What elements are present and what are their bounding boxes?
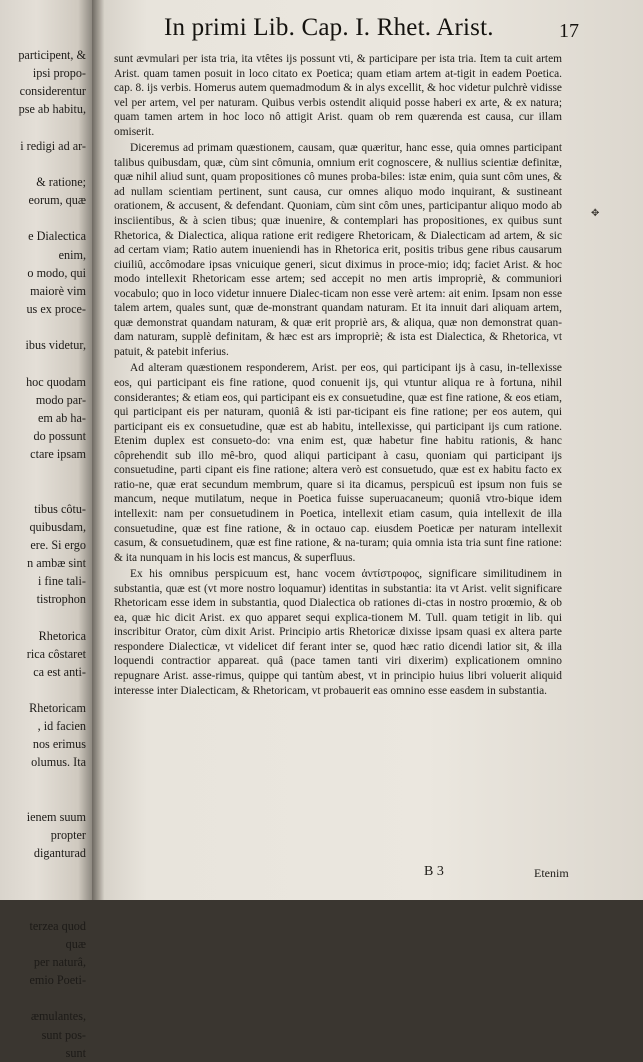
left-page-line: nos erimus <box>32 737 86 752</box>
left-page-line: pse ab habitu, <box>18 102 86 117</box>
left-page-line: enim, <box>58 247 86 262</box>
left-page-line: e Dialectica <box>28 229 86 244</box>
paragraph-3: Ad alteram quæstionem responderem, Arist. per eos, qui participant ijs à casu, in-tellexisse eos, qui participant eis fine ratione, quod conuenit ijs, qui vtuntur aliqua re à fortuna, nihil considerantes; & etiam eos, qui participant eis ex consuetudine, quæ est fine ratione, & eos etiam, qui participant eis per naturam, quoniâ & isti par-ticipant eis fine ratione; per eos autem, qui participant eis ex consuetudine, quæ est ab habitu, intellexisse, qui participant ijs cum ratione. Etenim duplex est consueto-do: vna enim est, quæ habetur fine habitu rationis, & hanc côprehendit sub illo mê-bro, quod aliqui participant à casu, quoniam qui participant ijs consuetudine, parti cipant eis fine ratione; altera verò est consuetudo, quæ est ex habitu facto ex ratio-ne, quæ erat secundum membrum, quare si ita dicamus, perspicuû est ipsum non fuis se mancum, neque mutilatum, neque in Poetica fuisse superuacaneum; quoniâ vtro-bique idem intellexit: nam per consuetudinem in Poetica, intellexit etiam casum, quia intellexit de illa consuetudine, quæ est fine ratione, & in octauo cap. eiusdem Poeticæ per naturam intellexit casum, & consuetudinem, quæ est fine ratione, & na-turam; quia omnia ista tria sunt fine ratione: & ita nunquam in his locis est mancus, & superfluus. <box>114 362 562 564</box>
left-page-line: emio Poeti- <box>29 973 86 988</box>
left-page-line: rica côstaret <box>26 646 86 661</box>
left-page-line: ctare ipsam <box>30 447 86 462</box>
left-page-line <box>0 862 86 880</box>
left-page-line: propter <box>50 828 86 843</box>
left-page <box>0 0 92 1060</box>
left-page-line: considerentur <box>19 84 86 99</box>
left-page-line: diganturad <box>33 846 86 861</box>
left-page-line: n ambæ sint <box>27 555 86 570</box>
catchword: Etenim <box>534 866 569 880</box>
signature-mark: B 3 <box>424 864 444 879</box>
left-page-line: maiorè vim <box>30 283 86 298</box>
left-page-line <box>0 899 86 917</box>
left-page-line: quibusdam, <box>29 519 86 534</box>
left-page-line: participent, & <box>18 48 86 62</box>
left-page-line <box>0 463 86 481</box>
left-page-line <box>0 790 86 808</box>
running-head: In primi Lib. Cap. I. Rhet. Arist. <box>164 14 494 41</box>
left-page-line: quæ <box>65 936 86 951</box>
left-page-line: ere. Si ergo <box>30 537 86 552</box>
left-page-line: sunt pos- <box>41 1027 86 1042</box>
book-gutter <box>92 0 104 900</box>
left-page-line: ibus videtur, <box>25 338 86 353</box>
left-page-line: us ex proce- <box>26 301 86 316</box>
left-page-line <box>0 608 86 626</box>
left-page-line: æmulantes, <box>30 1009 86 1024</box>
left-page-line: Rhetoricam <box>29 701 86 716</box>
left-page-line: sunt <box>65 1045 86 1060</box>
left-page-line <box>0 481 86 499</box>
margin-ornament: ✥ <box>591 208 600 219</box>
paragraph-4: Ex his omnibus perspicuum est, hanc vocem ἀντίστροφος, significare similitudinem in substantia, quæ est (vt more nostro loquamur) identitas in substantia: ita vt Arist. velit significare Rhetoricam esse idem in substantia, quod Dialectica ob rationes di-ctas in nostro proœmio, & ob ea, quæ hic dicit Arist. ex quo apparet sequi explica-tionem M. Tull. quam tetigit in lib. qui inscribitur Orator, cùm dixit Arist. Principio artis Rhetoricæ dixisse ipsam quasi ex altera parte respondere Dialecticæ, vt videlicet dif ferant inter se, quod hæc ratio dicendi latior sit, & illa loquendi contractior appareat. quâ (pace tamen tanti viri dixerim) explicationem omnino repugnare Arist. asse-rimus, quippe qui tantùm abest, vt in principio huius libri voluerit aliquid interesse inter Dialecticam, & Rhetoricam, vt probauerit eas omnino esse easdem in substantia. <box>114 568 562 697</box>
left-page-line <box>0 880 86 898</box>
body-text <box>114 52 562 698</box>
left-page-line <box>0 209 86 227</box>
left-page-line <box>0 119 86 137</box>
left-page-line: modo par- <box>35 392 86 407</box>
left-page-line: olumus. Ita <box>31 755 86 770</box>
left-page-line: ienem suum <box>26 809 86 824</box>
left-page-line: Rhetorica <box>38 628 86 643</box>
left-page-line: terzea quod <box>29 918 86 933</box>
left-page-line: em ab ha- <box>37 410 86 425</box>
left-page-line <box>0 681 86 699</box>
left-page-line: eorum, quæ <box>28 193 86 208</box>
left-page-line: tistrophon <box>36 592 86 607</box>
left-page-line: hoc quodam <box>26 374 86 389</box>
left-page-text-column <box>0 46 86 1062</box>
left-page-line <box>0 155 86 173</box>
paragraph-2: Diceremus ad primam quæstionem, causam, quæ quæritur, hanc esse, quia omnes participant talibus quibusdam, quæ, cùm sint cômunia, omnium erit cognoscere, & nullius scientiæ definitæ, quæ nihil aliud sunt, quam propositiones cô munes proba-biles: istæ enim, quia sunt côm unes, & ad nullam scientiam pertinent, sunt causa, cur omnes aliquo modo inquirant, & sustineant orationem, & accusent, & defendant. Quoniam, cùm sint côm unes, participantur aliquo modo ab insciientibus, & à scien tibus; quæ inuenire, & contemplari has propositiones, ex quibus sunt Rhetorica, & Dialectica, aliqua ratione erit redigere Rhetoricam, & Dialecticam ad artem, & sic ad certam viam; Ratio autem inueniendi has in Rhetorica erit, positis tribus gene ribus causarum ciuiliû, accômodare ipsas vnicuique generi, sicut diximus in proce-mio; idq; faciet Arist. & hoc modo intellexit Rhetoricam esse artem; sed accepit no men artis impropriè, & communiori vocabulo; quo in loco videtur innuere Dialec-ticam non esse verè artem: ait enim. Ipsam non esse talem artem, quales sunt, quæ de-monstrant quandam naturam. Et ita innuit dari aliquam artem, quæ demonstrat quandam naturam, & quæ erit propriè ars, & aliqua, quæ non demonstrat quan-dam naturam, supplè definitam, & hæc est ars impropriè; & ista est Dialectica, & Rhetorica, vt patuit, & patebit inferius. <box>114 142 562 358</box>
left-page-line <box>0 318 86 336</box>
left-page-line <box>0 354 86 372</box>
left-page-line: o modo, qui <box>27 265 86 280</box>
left-page-line: i redigi ad ar- <box>20 138 86 153</box>
left-page-line: ca est anti- <box>33 664 86 679</box>
left-page-line <box>0 772 86 790</box>
left-page-line: tibus côtu- <box>34 501 86 516</box>
page-number: 17 <box>559 20 579 42</box>
left-page-line <box>0 989 86 1007</box>
left-page-line: ipsi propo- <box>32 66 86 81</box>
left-page-line: & ratione; <box>36 174 86 189</box>
paragraph-1: sunt ævmulari per ista tria, ita vtêtes ijs possunt vti, & participare per ista tria. Item ta cuit artem Arist. quam tamen posuit in loco citato ex Poetica; quam etiam artem at-tigit in eadem Poetica. cap. 8. ijs verbis. Homerus autem quemadmodum & in alys excellit, & hoc videtur pulchrè vidisse vel per artem, vel per naturam. Quibus verbis ostendit aliquid posse haberi ex arte, & ex natura; quam tamen artem in hoc loco nô attigit Arist. quam ob rem quærenda est causa, cur illam omiserit. <box>114 53 562 138</box>
left-page-line: do possunt <box>33 428 86 443</box>
right-page <box>104 0 643 900</box>
left-page-line: per naturâ, <box>33 955 86 970</box>
left-page-line: , id facien <box>37 719 86 734</box>
left-page-line: i fine tali- <box>37 574 86 589</box>
